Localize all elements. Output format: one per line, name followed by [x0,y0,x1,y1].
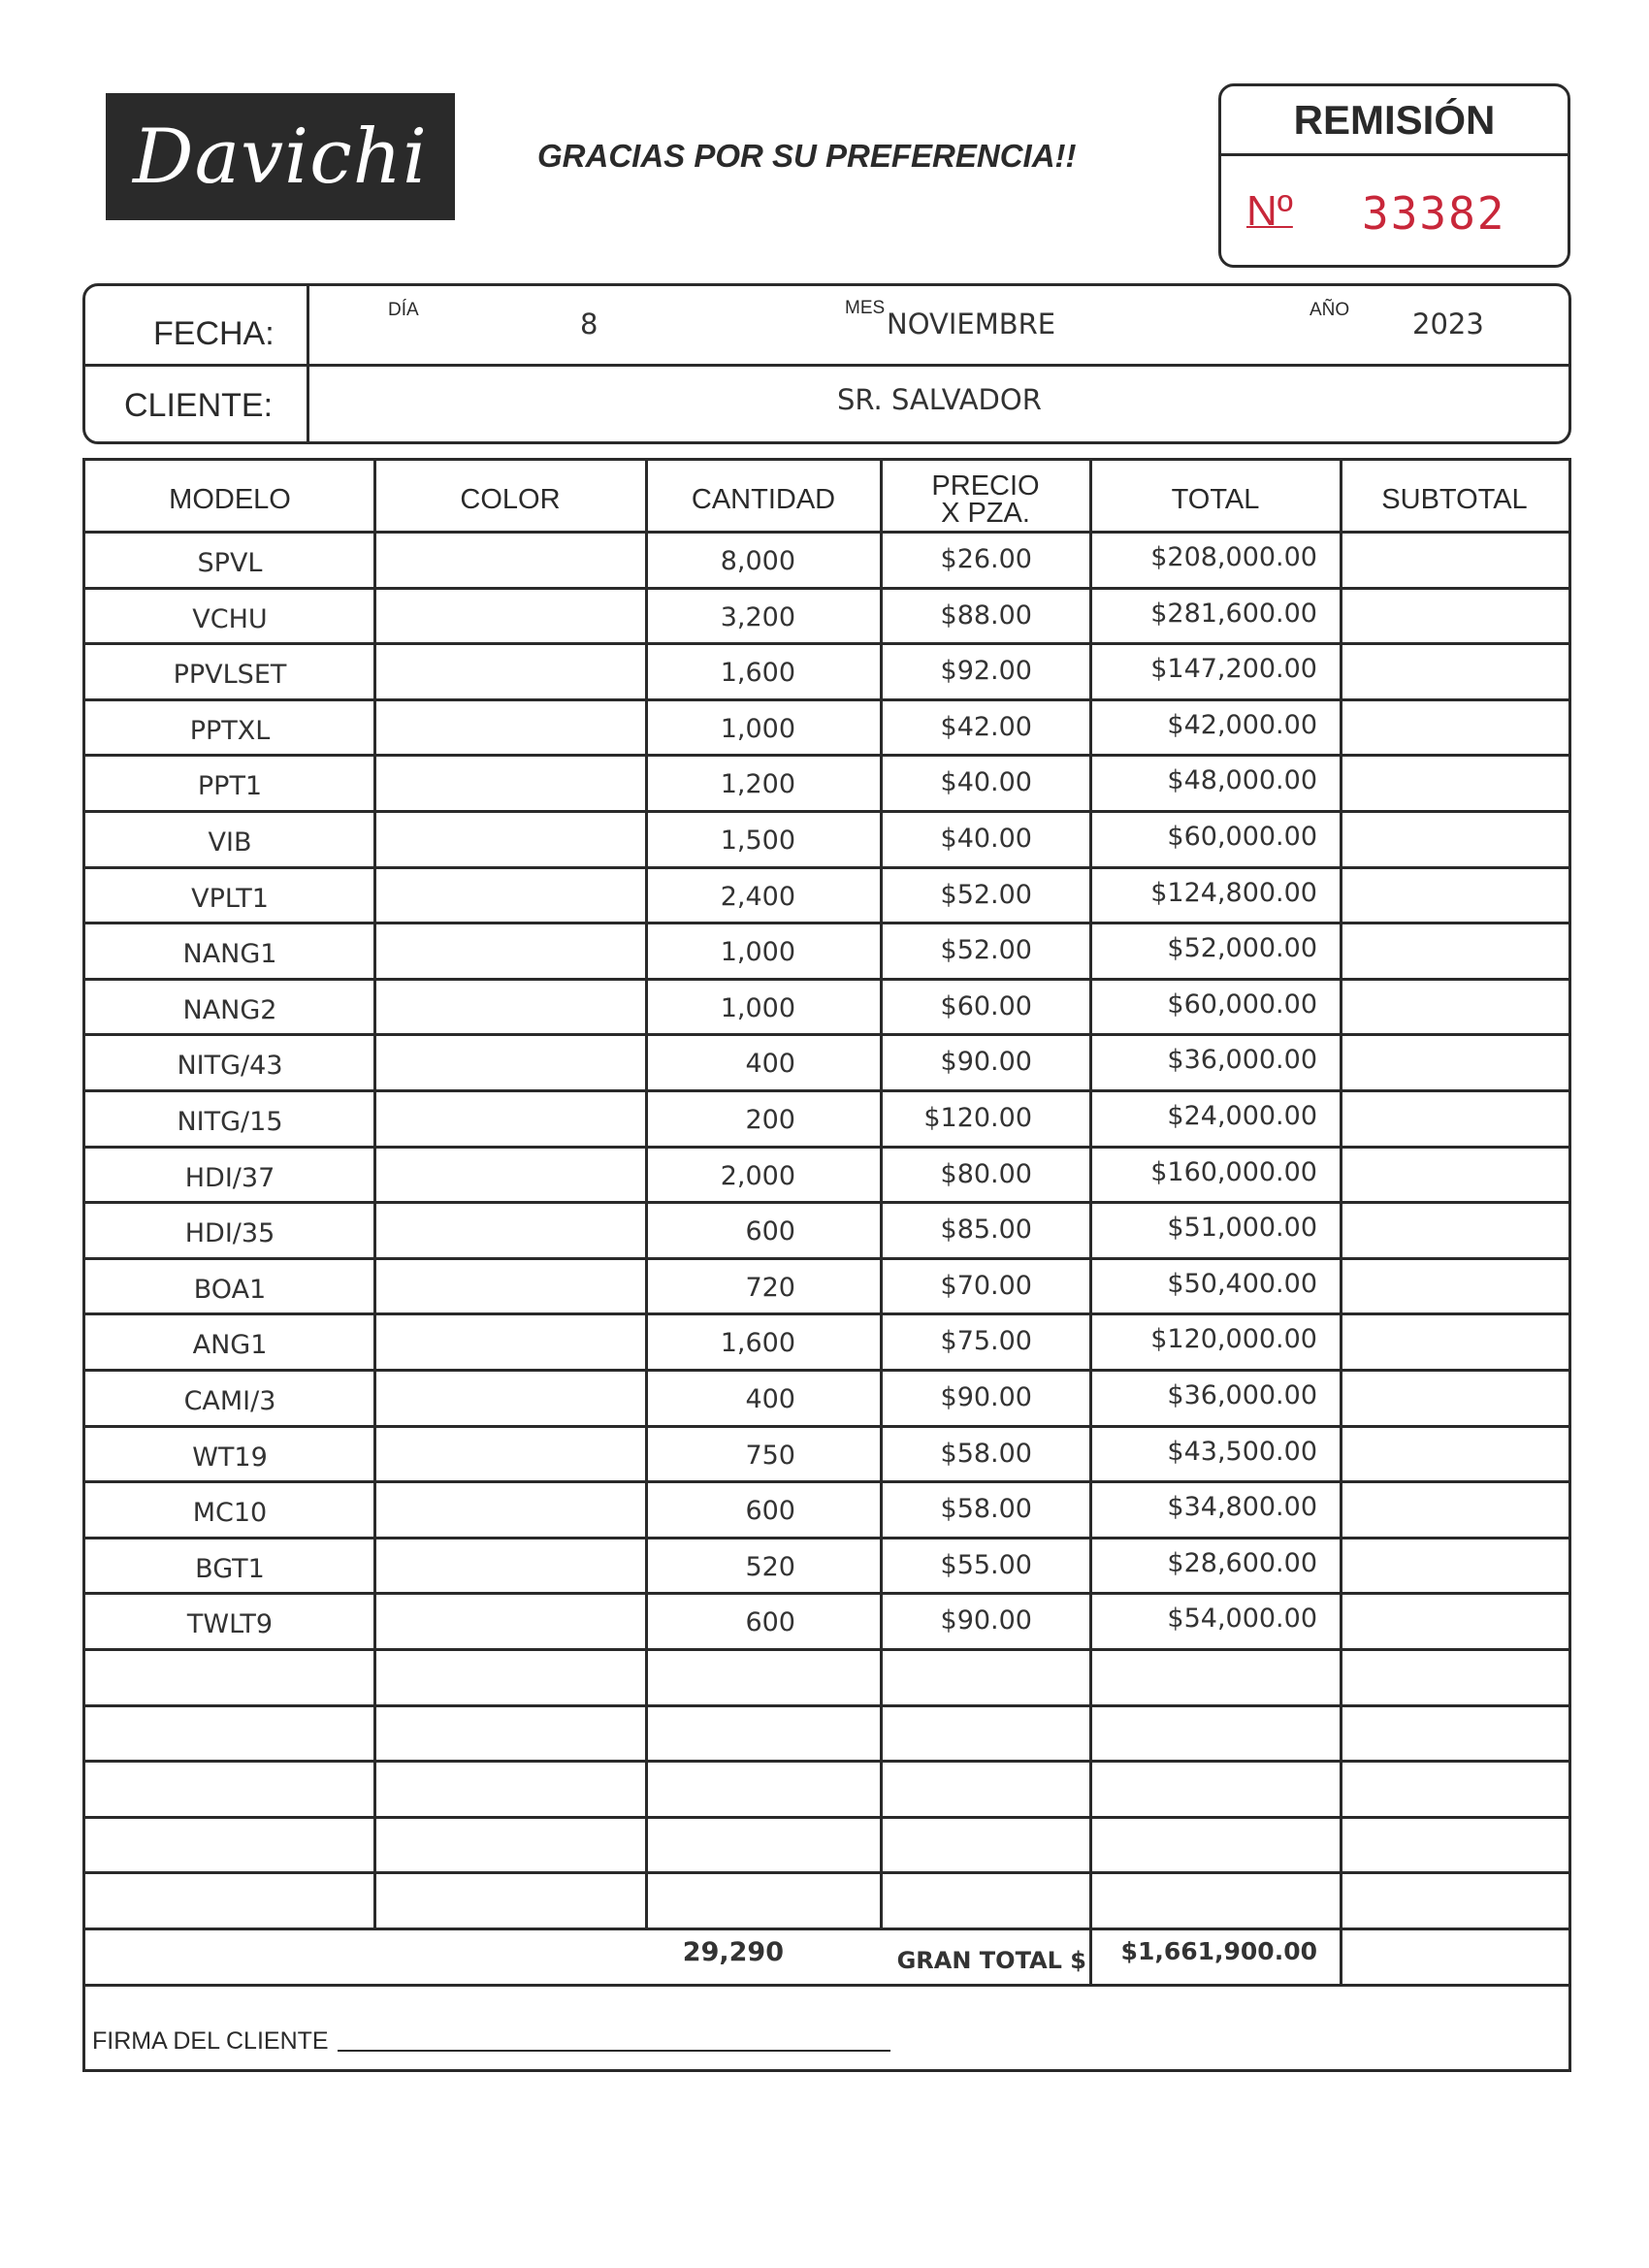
cell-modelo: BOA1 [193,1275,267,1305]
cell-precio: $75.00 [940,1326,1032,1356]
cell-cantidad: 1,600 [720,658,795,688]
cell-cantidad: 8,000 [720,546,795,576]
cell-modelo: WT19 [192,1442,268,1473]
row-divider [85,1146,1568,1149]
cell-cantidad: 1,000 [720,937,795,967]
cell-precio: $42.00 [940,712,1032,742]
cell-modelo: PPTXL [189,716,271,746]
row-divider [85,866,1568,869]
gran-total-label: GRAN TOTAL $ [896,1947,1086,1974]
slogan: GRACIAS POR SU PREFERENCIA!! [537,138,1077,174]
cell-cantidad: 520 [745,1552,795,1582]
row-divider [85,698,1568,701]
brand-logo [106,93,455,220]
row-divider [85,1816,1568,1819]
cell-cantidad: 720 [745,1273,795,1303]
cell-total: $281,600.00 [1150,599,1317,629]
cell-precio: $92.00 [940,656,1032,686]
cell-total: $51,000.00 [1167,1213,1317,1243]
cell-total: $34,800.00 [1167,1492,1317,1522]
cell-total: $50,400.00 [1167,1269,1317,1299]
row-divider [85,978,1568,981]
cell-modelo: VPLT1 [191,884,269,914]
cell-total: $60,000.00 [1167,822,1317,852]
cell-total: $120,000.00 [1150,1324,1317,1354]
cell-cantidad: 1,200 [720,769,795,799]
row-divider [85,1257,1568,1260]
cell-cantidad: 1,600 [720,1328,795,1358]
row-divider [85,1760,1568,1763]
cell-cantidad: 2,000 [720,1161,795,1191]
cell-precio: $120.00 [923,1103,1032,1133]
cell-modelo: MC10 [192,1498,268,1528]
cell-cantidad: 1,500 [720,826,795,856]
cell-total: $60,000.00 [1167,989,1317,1020]
cell-precio: $90.00 [940,1047,1032,1077]
cell-total: $28,600.00 [1167,1548,1317,1578]
cell-precio: $60.00 [940,991,1032,1021]
cell-precio: $40.00 [940,824,1032,854]
cell-modelo: SPVL [197,548,263,578]
cell-modelo: HDI/35 [184,1218,275,1248]
cell-cantidad: 2,400 [720,882,795,912]
header-total: TOTAL [1171,484,1260,515]
cell-modelo: NANG1 [182,939,277,969]
cell-cantidad: 600 [745,1496,795,1526]
cliente-label: CLIENTE: [124,387,274,424]
cell-cantidad: 3,200 [720,602,795,632]
cell-total: $160,000.00 [1150,1157,1317,1187]
cell-precio: $55.00 [940,1550,1032,1580]
header-cantidad: CANTIDAD [691,484,836,515]
row-divider [85,1592,1568,1595]
cell-precio: $70.00 [940,1271,1032,1301]
row-divider [85,754,1568,757]
row-divider [85,1201,1568,1204]
header-color: COLOR [460,484,561,515]
cell-modelo: NITG/15 [177,1107,283,1137]
remision-box [1218,83,1570,268]
cell-cantidad: 1,000 [720,714,795,744]
row-divider [85,1480,1568,1483]
remision-number-label: Nº [1246,187,1293,235]
row-divider [85,1648,1568,1651]
gran-total-value: $1,661,900.00 [1120,1937,1317,1965]
cell-total: $24,000.00 [1167,1101,1317,1131]
dia-label: DÍA [388,300,419,320]
cell-precio: $58.00 [940,1439,1032,1469]
mes-value: NOVIEMBRE [887,308,1056,340]
row-divider [85,1312,1568,1315]
row-divider [85,1033,1568,1036]
cell-total: $52,000.00 [1167,933,1317,963]
header-subtotal: SUBTOTAL [1381,484,1528,515]
row-divider [85,1425,1568,1428]
anio-value: 2023 [1412,308,1484,340]
cell-cantidad: 600 [745,1216,795,1247]
row-divider [85,810,1568,813]
cell-precio: $90.00 [940,1382,1032,1412]
cell-total: $124,800.00 [1150,878,1317,908]
remision-number: 33382 [1362,187,1506,240]
cell-precio: $58.00 [940,1494,1032,1524]
cell-modelo: NITG/43 [177,1051,283,1081]
row-divider [85,922,1568,924]
row-divider [85,1871,1568,1874]
total-cantidad: 29,290 [682,1937,784,1967]
mes-label: MES [845,298,886,318]
dia-value: 8 [580,308,598,340]
cell-cantidad: 400 [745,1384,795,1414]
column-divider [1340,461,1342,1984]
cell-precio: $52.00 [940,880,1032,910]
signature-line [338,2050,890,2052]
cell-modelo: PPVLSET [173,660,287,690]
cell-modelo: VCHU [192,604,268,634]
cliente-value: SR. SALVADOR [837,383,1042,416]
cell-total: $36,000.00 [1167,1045,1317,1075]
brand-logo-text: Davichi [133,113,428,201]
cell-cantidad: 1,000 [720,993,795,1023]
cell-precio: $80.00 [940,1159,1032,1189]
date-client-box [82,283,1571,444]
cell-precio: $40.00 [940,767,1032,797]
row-divider [85,587,1568,590]
cell-precio: $52.00 [940,935,1032,965]
cell-precio: $85.00 [940,1215,1032,1245]
header-modelo: MODELO [169,484,291,515]
cell-cantidad: 400 [745,1049,795,1079]
cell-total: $43,500.00 [1167,1437,1317,1467]
row-divider [85,1369,1568,1372]
cell-precio: $26.00 [940,544,1032,574]
cell-modelo: BGT1 [195,1554,265,1584]
fecha-label: FECHA: [153,315,275,352]
remision-title: REMISIÓN [1221,86,1568,156]
cell-modelo: PPT1 [197,771,263,801]
cell-cantidad: 200 [745,1105,795,1135]
cell-total: $42,000.00 [1167,710,1317,740]
cell-total: $147,200.00 [1150,654,1317,684]
row-divider [85,1704,1568,1707]
cell-modelo: ANG1 [192,1330,268,1360]
cell-cantidad: 750 [745,1441,795,1471]
cell-total: $36,000.00 [1167,1380,1317,1410]
cell-total: $54,000.00 [1167,1604,1317,1634]
row-divider [85,531,1568,534]
row-divider [85,1089,1568,1092]
row-divider [85,642,1568,645]
cell-modelo: HDI/37 [184,1163,275,1193]
cell-precio: $90.00 [940,1605,1032,1636]
cell-total: $208,000.00 [1150,542,1317,572]
cell-modelo: TWLT9 [186,1609,274,1639]
cell-total: $48,000.00 [1167,765,1317,795]
row-divider [85,1984,1568,1987]
cell-precio: $88.00 [940,600,1032,631]
cell-modelo: NANG2 [182,995,277,1025]
divider [85,364,1568,367]
header-precio-line1: PRECIO [931,470,1040,502]
cell-modelo: CAMI/3 [183,1386,276,1416]
firma-label: FIRMA DEL CLIENTE [92,2027,329,2055]
header-precio-line2: X PZA. [941,498,1030,529]
items-table [82,458,1571,2072]
cell-modelo: VIB [208,827,252,858]
row-divider [85,1537,1568,1539]
anio-label: AÑO [1310,300,1350,320]
cell-cantidad: 600 [745,1607,795,1637]
row-divider [85,1928,1568,1930]
